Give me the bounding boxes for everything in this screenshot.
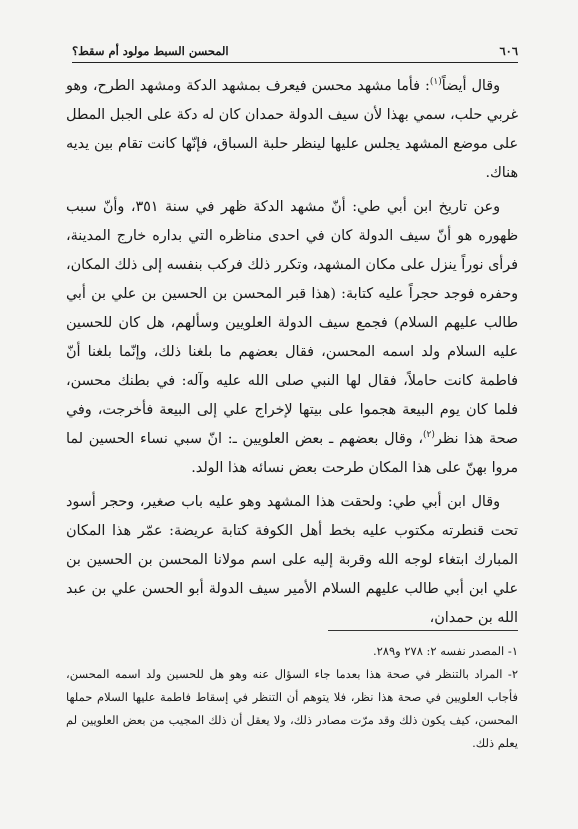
footnotes [66, 640, 518, 755]
footnote-1: ١- المصدر نفسه ٢: ٢٧٨ و٢٨٩. [372, 644, 518, 658]
footnote-2: ٢- المراد بالتنظر في صحة هذا بعدما جاء السؤال عنه وهو هل للحسين ولد اسمه المحسن، فأجاب العلويين في صحة هذا نظر، فلا يتوهم أن التنظر في إسقاط فاطمة عليها السلام حملها المحسن، كيف يكون ذلك وقد مرّت مصادر ذلك، ولا يعقل أن ذلك المجيب من بعض العلويين لم يعلم ذلك. [66, 667, 518, 750]
paragraph-3: وقال ابن أبي طي: ولحقت هذا المشهد وهو عليه باب صغير، وحجر أسود تحت قنطرته مكتوب عليه بخط أهل الكوفة كتابة عريضة: عمّر هذا المكان المبارك ابتغاء لوجه الله وقربة إليه على اسم مولانا المحسن بن الحسين بن علي ابن أبي طالب عليهم السلام الأمير سيف الدولة أبو الحسن علي بن عبد الله بن حمدان، [66, 494, 518, 626]
footnote-divider [328, 630, 518, 631]
footnote-reference-2[interactable]: (٢) [422, 430, 435, 441]
paragraph-2: وعن تاريخ ابن أبي طي: أنّ مشهد الدكة ظهر في سنة ٣٥١، وأنّ سبب ظهوره هو أنّ سيف الدولة كان في احدى مناظره التي بداره خارج المدينة، فرأى نوراً ينزل على مكان المشهد، وتكرر ذلك فركب بنفسه إلى ذلك المكان، وحفره فوجد حجراً عليه كتابة: (هذا قبر المحسن بن الحسين بن علي بن أبي طالب عليهم السلام) فجمع سيف الدولة العلويين وسألهم، هل كان للحسين عليه السلام ولد اسمه المحسن، فقال بعضهم ما بلغنا ذلك، وإنّما بلغنا أنّ فاطمة كانت حاملاً، فقال لها النبي صلى الله عليه وآله: في بطنك محسن، فلما كان يوم البيعة هجموا على بيتها لإخراج علي إلى البيعة فأخرجت، وفي صحة هذا نظر$^{(٢)}$، وقال بعضهم ـ بعض العلويين ـ: انّ سبي نساء الحسين لما مروا بهنّ على هذا المكان طرحت بعض نسائه هذا الولد. [66, 199, 518, 476]
main-text [66, 72, 518, 638]
paragraph-1: وقال أيضاً$^{(١)}$: فأما مشهد محسن فيعرف بمشهد الدكة ومشهد الطرح، وهو غربي حلب، سمي بهذا لأن سيف الدولة حمدان كان له دكة على الجبل المطل على موضع المشهد يجلس عليها لينظر حلبة السباق، فإنّها كانت تقام بين يديه هناك. [66, 77, 518, 181]
page-header [72, 44, 518, 63]
page-number: ٦٠٦ [499, 44, 518, 58]
footnote-reference-1[interactable]: (١) [429, 77, 442, 88]
running-title: المحسن السبط مولود أم سقط؟ [72, 44, 229, 58]
